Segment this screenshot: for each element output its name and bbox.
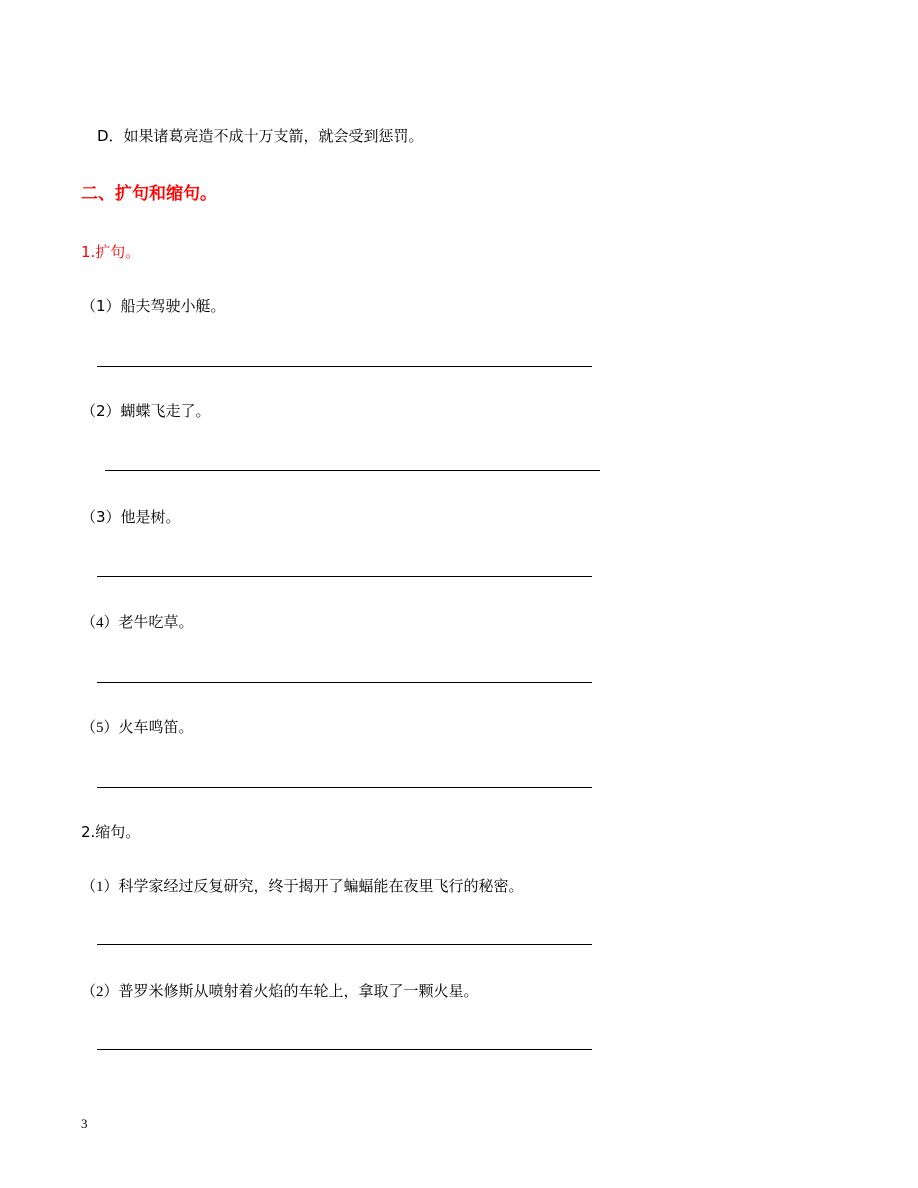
shrink-item-2-text: 普罗米修斯从喷射着火焰的车轮上，拿取了一颗火星。 (118, 982, 479, 1000)
expand-item-1-text: 船夫驾驶小艇。 (120, 297, 226, 315)
expand-item-4 (81, 612, 194, 633)
expand-item-1 (81, 296, 226, 316)
answer-blank-expand-5[interactable] (97, 787, 592, 788)
expand-item-2-text: 蝴蝶飞走了。 (120, 402, 211, 420)
answer-blank-shrink-2[interactable] (97, 1049, 592, 1050)
shrink-item-2 (81, 981, 479, 1002)
expand-item-1-num: （1） (81, 297, 121, 315)
answer-blank-shrink-1[interactable] (97, 944, 592, 945)
expand-item-3 (81, 507, 181, 527)
expand-item-5-num: （5） (81, 720, 119, 736)
shrink-heading: 2.缩句。 (81, 823, 141, 841)
expand-heading: 1.扩句。 (81, 243, 141, 261)
answer-blank-expand-4[interactable] (97, 682, 592, 683)
answer-blank-expand-3[interactable] (97, 576, 592, 577)
page-number: 3 (81, 1116, 88, 1131)
section-title: 二、扩句和缩句。 (81, 184, 217, 204)
expand-item-2-num: （2） (81, 402, 121, 420)
expand-item-2 (81, 401, 211, 421)
shrink-item-1-num: （1） (81, 879, 119, 895)
expand-item-4-text: 老牛吃草。 (118, 613, 194, 631)
answer-blank-expand-1[interactable] (97, 366, 592, 367)
shrink-item-2-num: （2） (81, 984, 119, 1000)
answer-blank-expand-2[interactable] (105, 470, 600, 471)
shrink-item-1-text: 科学家经过反复研究，终于揭开了蝙蝠能在夜里飞行的秘密。 (118, 877, 524, 895)
option-d-text: D．如果诸葛亮造不成十万支箭，就会受到惩罚。 (97, 127, 424, 145)
option-d (97, 126, 424, 146)
expand-item-3-text: 他是树。 (120, 508, 181, 526)
expand-item-5 (81, 717, 194, 738)
expand-item-4-num: （4） (81, 615, 119, 631)
shrink-item-1 (81, 876, 524, 897)
expand-item-5-text: 火车鸣笛。 (118, 718, 194, 736)
expand-item-3-num: （3） (81, 508, 121, 526)
